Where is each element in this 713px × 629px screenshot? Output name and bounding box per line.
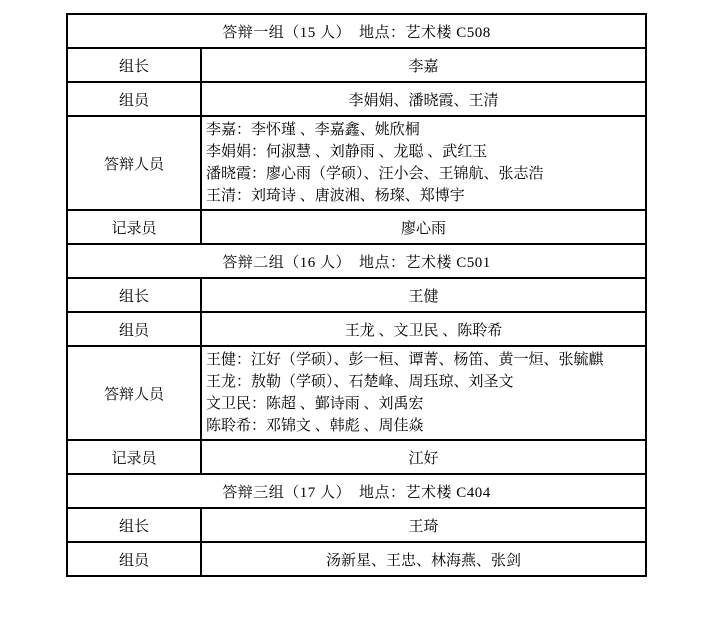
defense-line: 李嘉：李怀瑾 、李嘉鑫、姚欣桐 bbox=[206, 122, 420, 138]
group2-members-names: 王龙 、文卫民 、陈聆希 bbox=[201, 312, 646, 346]
group2-defenders-list bbox=[201, 346, 646, 440]
group2-members-label: 组员 bbox=[67, 312, 201, 346]
group2-recorder-row bbox=[67, 440, 646, 474]
group1-recorder-name: 廖心雨 bbox=[201, 210, 646, 244]
group1-recorder-row bbox=[67, 210, 646, 244]
group1-defenders-list bbox=[201, 116, 646, 210]
group1-title: 答辩一组（15 人） 地点：艺术楼 C508 bbox=[67, 14, 646, 48]
group3-members-row bbox=[67, 542, 646, 576]
group1-title-row bbox=[67, 14, 646, 48]
group3-title-row bbox=[67, 474, 646, 508]
defense-line: 潘晓霞：廖心雨（学硕）、汪小会、王锦航、张志浩 bbox=[206, 166, 544, 182]
group2-leader-label: 组长 bbox=[67, 278, 201, 312]
group1-members-names: 李娟娟、潘晓霞、王清 bbox=[201, 82, 646, 116]
group1-members-row bbox=[67, 82, 646, 116]
defense-line: 文卫民：陈超 、鄞诗雨 、刘禹宏 bbox=[206, 396, 424, 412]
group3-leader-name: 王琦 bbox=[201, 508, 646, 542]
group1-recorder-label: 记录员 bbox=[67, 210, 201, 244]
defense-line: 陈聆希：邓锦文 、韩彪 、周佳焱 bbox=[206, 418, 424, 434]
group1-leader-name: 李嘉 bbox=[201, 48, 646, 82]
group2-defenders-label: 答辩人员 bbox=[67, 346, 201, 440]
group3-title: 答辩三组（17 人） 地点：艺术楼 C404 bbox=[67, 474, 646, 508]
group2-members-row bbox=[67, 312, 646, 346]
group2-leader-name: 王健 bbox=[201, 278, 646, 312]
defense-line: 王健：江好（学硕）、彭一桓、谭菁、杨笛、黄一烜、张毓麒 bbox=[206, 352, 604, 368]
group2-title-row bbox=[67, 244, 646, 278]
group3-members-label: 组员 bbox=[67, 542, 201, 576]
defense-schedule-table bbox=[66, 13, 647, 577]
group2-defenders-row bbox=[67, 346, 646, 440]
group1-members-label: 组员 bbox=[67, 82, 201, 116]
group3-leader-row bbox=[67, 508, 646, 542]
group2-leader-row bbox=[67, 278, 646, 312]
group3-members-names: 汤新星、王忠、林海燕、张剑 bbox=[201, 542, 646, 576]
defense-line: 王龙：敖勒（学硕）、石楚峰、周珏琼、刘圣文 bbox=[206, 374, 514, 390]
defense-line: 王清：刘琦诗 、唐波湘、杨璨、郑博宇 bbox=[206, 188, 465, 204]
group1-leader-label: 组长 bbox=[67, 48, 201, 82]
group1-defenders-label: 答辩人员 bbox=[67, 116, 201, 210]
group3-leader-label: 组长 bbox=[67, 508, 201, 542]
defense-line: 李娟娟：何淑慧 、刘静雨 、龙聪 、武红玉 bbox=[206, 144, 488, 160]
group1-leader-row bbox=[67, 48, 646, 82]
group1-defenders-row bbox=[67, 116, 646, 210]
group2-recorder-name: 江好 bbox=[201, 440, 646, 474]
group2-title: 答辩二组（16 人） 地点：艺术楼 C501 bbox=[67, 244, 646, 278]
group2-recorder-label: 记录员 bbox=[67, 440, 201, 474]
